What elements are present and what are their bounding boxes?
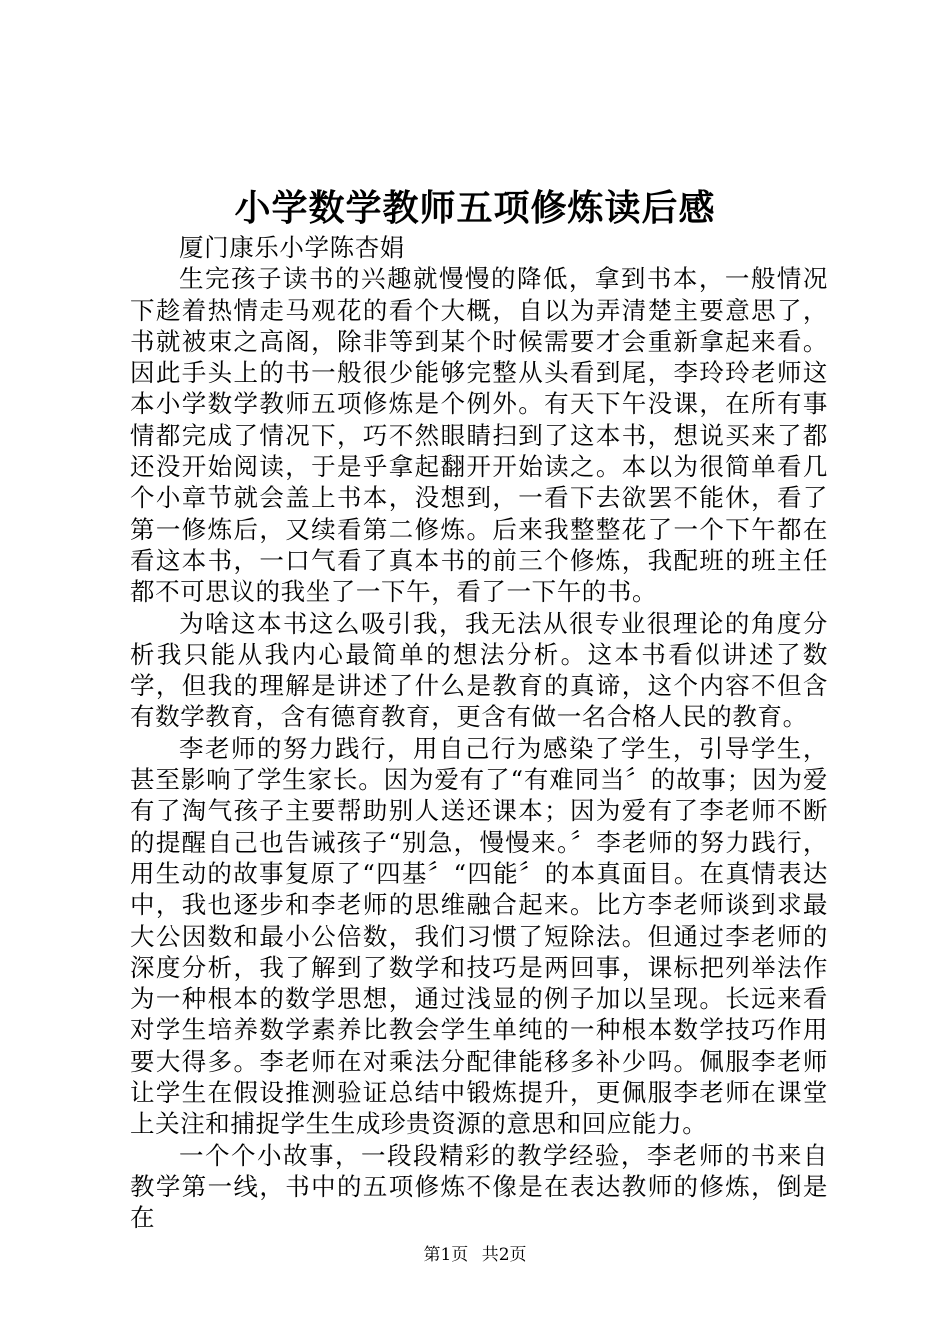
document-title: 小学数学教师五项修炼读后感	[234, 187, 716, 229]
document-body	[130, 232, 828, 1234]
paragraph: 一个个小故事，一段段精彩的教学经验，李老师的书来自教学第一线，书中的五项修炼不像是在表达教师的修炼，倒是在	[130, 1140, 828, 1233]
page-number: 第1页	[423, 1245, 469, 1265]
paragraph: 生完孩子读书的兴趣就慢慢的降低，拿到书本，一般情况下趁着热情走马观花的看个大概，自以为弄清楚主要意思了，书就被束之高阁，除非等到某个时候需要才会重新拿起来看。因此手头上的书一般很少能够完整从头看到尾，李玲玲老师这本小学数学教师五项修炼是个例外。有天下午没课，在所有事情都完成了情况下，巧不然眼睛扫到了这本书，想说买来了都还没开始阅读，于是乎拿起翻开开始读之。本以为很简单看几个小章节就会盖上书本，没想到，一看下去欲罢不能休，看了第一修炼后，又续看第二修炼。后来我整整花了一个下午都在看这本书，一口气看了真本书的前三个修炼，我配班的班主任都不可思议的我坐了一下午，看了一下午的书。	[130, 264, 828, 607]
paragraph: 李老师的努力践行，用自己行为感染了学生，引导学生，甚至影响了学生家长。因为爱有了“有难同当〞的故事；因为爱有了淘气孩子主要帮助别人送还课本；因为爱有了李老师不断的提醒自己也告诫孩子“别急，慢慢来。〞李老师的努力践行，用生动的故事复原了“四基〞“四能〞的本真面目。在真情表达中，我也逐步和李老师的思维融合起来。比方李老师谈到求最大公因数和最小公倍数，我们习惯了短除法。但通过李老师的深度分析，我了解到了数学和技巧是两回事，课标把列举法作为一种根本的数学思想，通过浅显的例子加以呈现。长远来看对学生培养数学素养比教会学生单纯的一种根本数学技巧作用要大得多。李老师在对乘法分配律能移多补少吗。佩服李老师让学生在假设推测验证总结中锻炼提升，更佩服李老师在课堂上关注和捕捉学生生成珍贵资源的意思和回应能力。	[130, 733, 828, 1139]
paragraph: 为啥这本书这么吸引我，我无法从很专业很理论的角度分析我只能从我内心最简单的想法分析。这本书看似讲述了数学，但我的理解是讲述了什么是教育的真谛，这个内容不但含有数学教育，含有德育教育，更含有做一名合格人民的教育。	[130, 608, 828, 732]
page-footer	[0, 1243, 950, 1267]
author-line: 厦门康乐小学陈杏娟	[179, 233, 405, 262]
page-total: 共2页	[481, 1245, 527, 1265]
